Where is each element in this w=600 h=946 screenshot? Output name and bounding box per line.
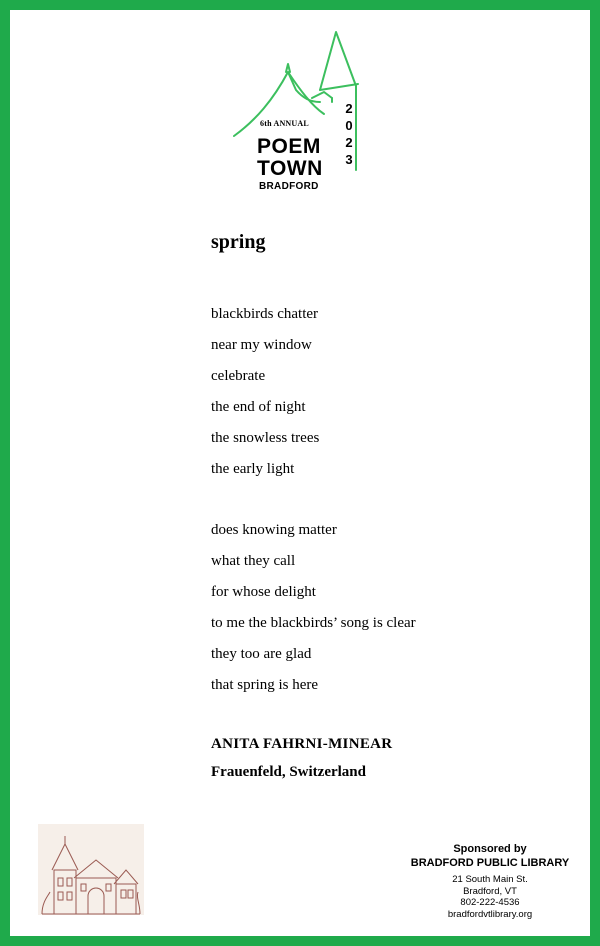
- library-city: Bradford, VT: [463, 885, 517, 897]
- poem-line: near my window: [211, 337, 312, 353]
- poem-line: blackbirds chatter: [211, 306, 319, 322]
- poem-line: for whose delight: [211, 584, 316, 600]
- stanza-one: [211, 304, 319, 490]
- author-location: Frauenfeld, Switzerland: [211, 764, 366, 780]
- library-building-sketch: [36, 822, 146, 917]
- logo-town-word: TOWN: [257, 157, 323, 180]
- library-website[interactable]: bradfordvtlibrary.org: [447, 908, 533, 920]
- library-name: BRADFORD PUBLIC LIBRARY: [410, 857, 570, 869]
- author-name: ANITA FAHRNI-MINEAR: [211, 736, 393, 752]
- logo-poem-word: POEM: [257, 135, 321, 158]
- logo-year-vertical: [343, 100, 355, 168]
- poem-line: they too are glad: [211, 646, 312, 662]
- poem-line: to me the blackbirds’ song is clear: [211, 615, 416, 631]
- library-street: 21 South Main St.: [452, 874, 528, 885]
- year-digit: 3: [345, 152, 353, 167]
- poem-title: spring: [211, 231, 266, 253]
- library-phone: 802-222-4536: [460, 897, 520, 908]
- poem-line: that spring is here: [211, 677, 319, 693]
- logo-bradford-word: BRADFORD: [259, 181, 319, 192]
- stanza-two: [211, 520, 416, 706]
- poem-line: what they call: [211, 553, 296, 569]
- sponsor-block: [405, 842, 575, 920]
- year-digit: 2: [345, 101, 353, 116]
- poem-town-logo: [228, 28, 368, 198]
- logo-annual-label: 6th ANNUAL: [260, 119, 309, 128]
- poem-line: does knowing matter: [211, 522, 337, 538]
- year-digit: 2: [345, 135, 353, 150]
- poem-line: the snowless trees: [211, 430, 320, 446]
- year-digit: 0: [345, 118, 353, 133]
- poem-line: celebrate: [211, 368, 266, 384]
- sponsored-by-label: Sponsored by: [453, 843, 527, 855]
- poem-line: the early light: [211, 461, 295, 477]
- poem-line: the end of night: [211, 399, 306, 415]
